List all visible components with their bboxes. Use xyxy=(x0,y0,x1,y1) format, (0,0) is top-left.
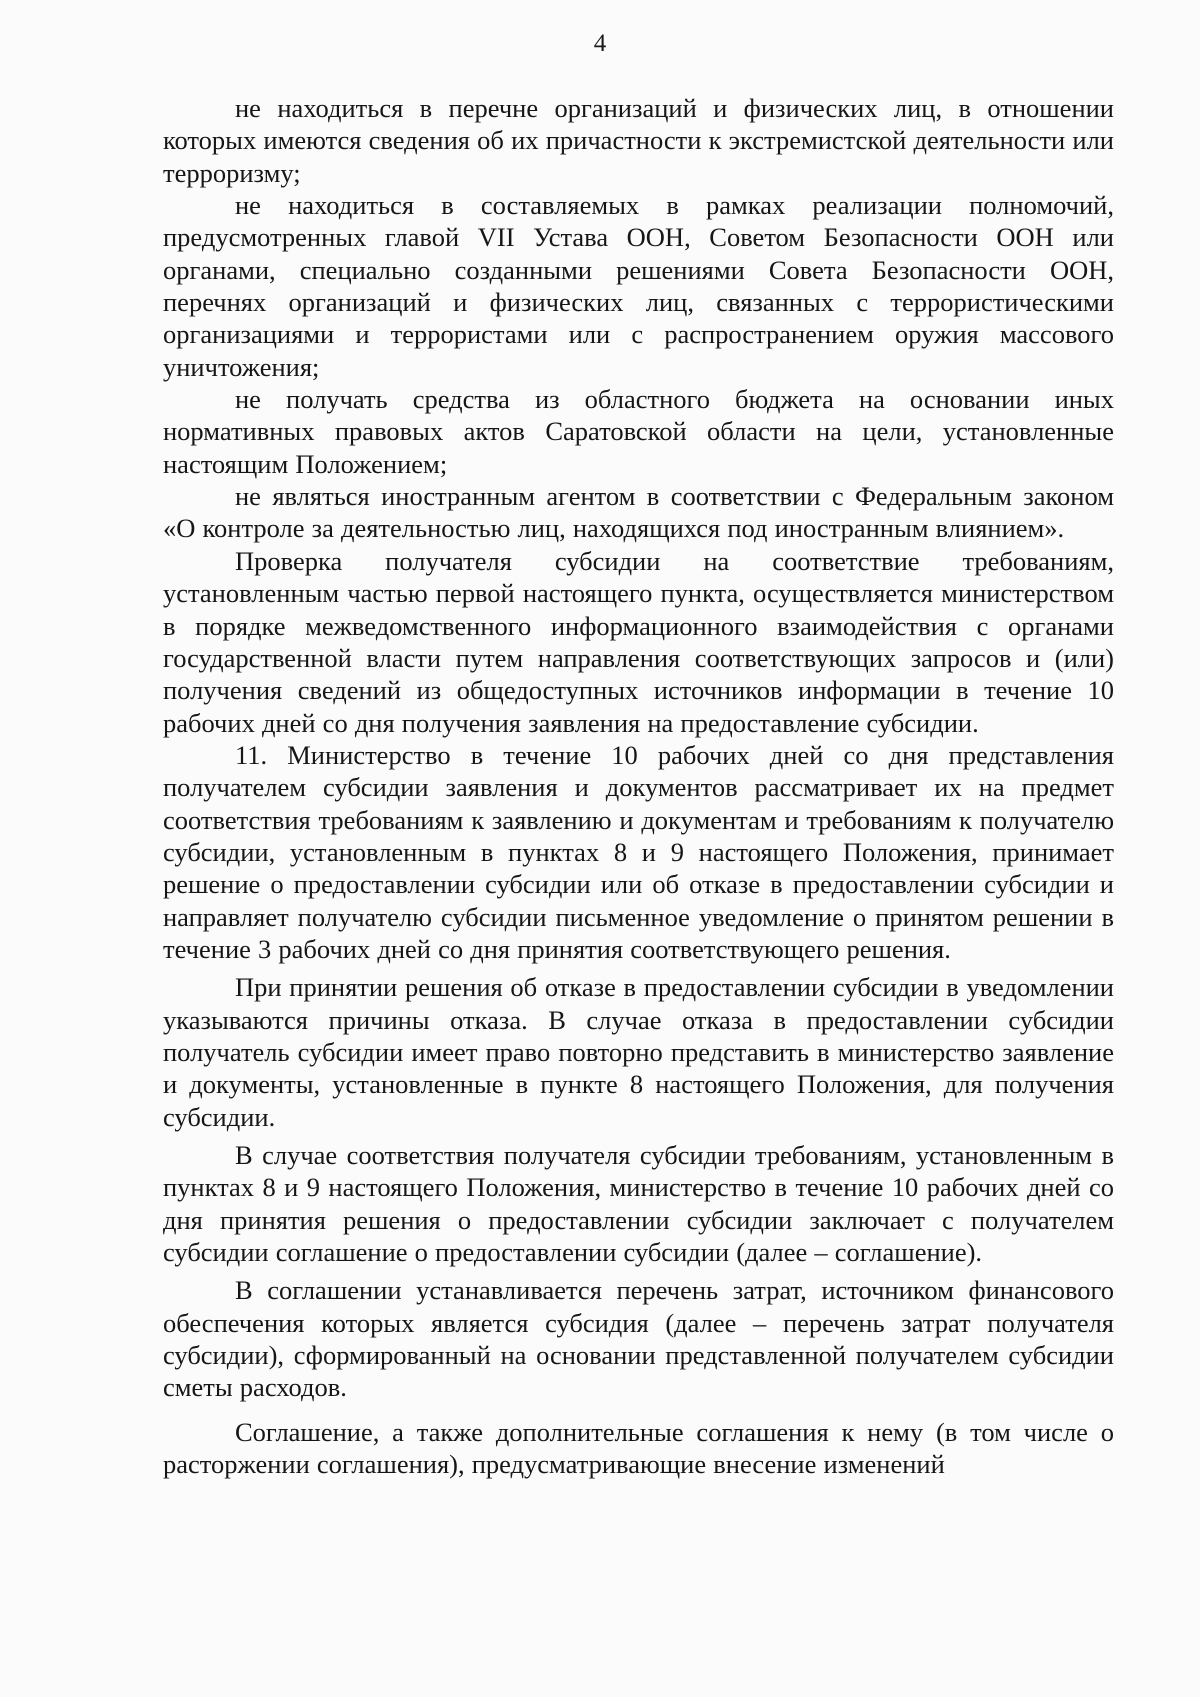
paragraph-cost-list: В соглашении устанавливается перечень затрат, источником финансового обеспечения которых является субсидия (далее – перечень затрат получателя субсидии), сформированный на основании представленной получателем субсидии сметы расходов. xyxy=(163,1275,1114,1403)
paragraph-un-sanctions-list: не находиться в составляемых в рамках реализации полномочий, предусмотренных главой VII Устава ООН, Советом Безопасности ООН или органами, специально созданными решениями Совета Безопасности ООН, перечнях организаций и физических лиц, связанных с террористическими организациями и террористами или с распространением оружия массового уничтожения; xyxy=(163,190,1114,382)
paragraph-additional-agreements: Соглашение, а также дополнительные соглашения к нему (в том числе о расторжении соглашения), предусматривающие внесение изменений xyxy=(163,1416,1114,1480)
paragraph-not-foreign-agent: не являться иностранным агентом в соответствии с Федеральным законом «О контроле за деятельностью лиц, находящихся под иностранным влиянием». xyxy=(163,481,1114,544)
paragraph-refusal: При принятии решения об отказе в предоставлении субсидии в уведомлении указываются причины отказа. В случае отказа в предоставлении субсидии получатель субсидии имеет право повторно представить в министерство заявление и документы, установленные в пункте 8 настоящего Положения, для получения субсидии. xyxy=(163,972,1114,1132)
paragraph-agreement-conclusion: В случае соответствия получателя субсидии требованиям, установленным в пунктах 8 и 9 настоящего Положения, министерство в течение 10 рабочих дней со дня принятия решения о предоставлении субсидии заключает с получателем субсидии соглашение о предоставлении субсидии (далее – соглашение). xyxy=(163,1140,1114,1268)
document-body xyxy=(163,92,1114,1480)
paragraph-verification: Проверка получателя субсидии на соответствие требованиям, установленным частью первой настоящего пункта, осуществляется министерством в порядке межведомственного информационного взаимодействия с органами государственной власти путем направления соответствующих запросов и (или) получения сведений из общедоступных источников информации в течение 10 рабочих дней со дня получения заявления на предоставление субсидии. xyxy=(163,545,1114,738)
paragraph-extremism-list: не находиться в перечне организаций и физических лиц, в отношении которых имеются сведения об их причастности к экстремистской деятельности или терроризму; xyxy=(163,93,1114,188)
paragraph-no-other-budget-funds: не получать средства из областного бюджета на основании иных нормативных правовых актов Саратовской области на цели, установленные настоящим Положением; xyxy=(163,384,1114,479)
page-number: 4 xyxy=(593,30,607,57)
paragraph-item-11: 11. Министерство в течение 10 рабочих дней со дня представления получателем субсидии заявления и документов рассматривает их на предмет соответствия требованиям к заявлению и документам и требованиям к получателю субсидии, установленным в пунктах 8 и 9 настоящего Положения, принимает решение о предоставлении субсидии или об отказе в предоставлении субсидии и направляет получателю субсидии письменное уведомление о принятом решении в течение 3 рабочих дней со дня принятия соответствующего решения. xyxy=(163,739,1114,964)
